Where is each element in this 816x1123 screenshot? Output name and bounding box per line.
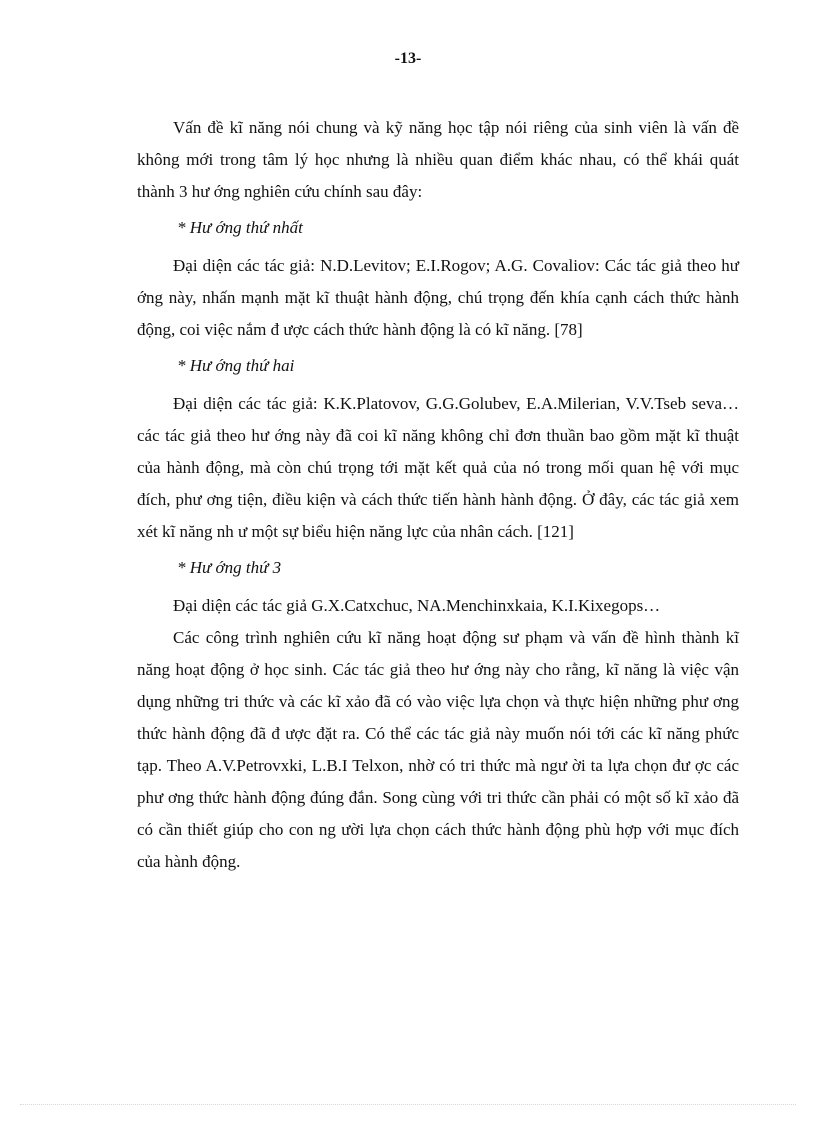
section-heading-3: * Hư ớng thứ 3: [177, 558, 282, 577]
section-heading-2: * Hư ớng thứ hai: [177, 356, 295, 375]
paragraph-1: Đại diện các tác giả: N.D.Levitov; E.I.Rogov; A.G. Covaliov: Các tác giả theo hư ớng này, nhấn mạnh mặt kĩ thuật hành động, chú trọng đến khía cạnh cách thức hành động, coi việc nắm đ ược cách thức hành động là có kĩ năng. [78]: [137, 256, 739, 339]
paragraph-3b: Các công trình nghiên cứu kĩ năng hoạt động sư phạm và vấn đề hình thành kĩ năng hoạt động ở học sinh. Các tác giả theo hư ớng này cho rằng, kĩ năng là việc vận dụng những tri thức và các kĩ xảo đã có vào việc lựa chọn và thực hiện những phư ơng thức hành động đã đ ược đặt ra. Có thể các tác giả này muốn nói tới các kĩ năng phức tạp. Theo A.V.Petrovxki, L.B.I Telxon, nhờ có tri thức mà ngư ời ta lựa chọn đư ợc các phư ơng thức hành động đúng đắn. Song cùng với tri thức cần phải có một số kĩ xảo đã có cần thiết giúp cho con ng ười lựa chọn cách thức hành động phù hợp với mục đích của hành động.: [137, 628, 739, 871]
paragraph-2: Đại diện các tác giả: K.K.Platovov, G.G.Golubev, E.A.Milerian, V.V.Tseb seva…các tác giả theo hư ớng này đã coi kĩ năng không chỉ đơn thuần bao gồm mặt kĩ thuật của hành động, mà còn chú trọng tới mặt kết quả của nó trong mối quan hệ với mục đích, phư ơng tiện, điều kiện và cách thức tiến hành hành động. Ở đây, các tác giả xem xét kĩ năng nh ư một sự biểu hiện năng lực của nhân cách. [121]: [137, 394, 739, 541]
page-number: -13-: [394, 50, 422, 67]
intro-paragraph: Vấn đề kĩ năng nói chung và kỹ năng học tập nói riêng của sinh viên là vấn đề không mới trong tâm lý học nhưng là nhiều quan điểm khác nhau, có thể khái quát thành 3 hư ớng nghiên cứu chính sau đây:: [137, 118, 739, 201]
page-bottom-divider: [20, 1104, 796, 1105]
document-body: [137, 112, 739, 882]
paragraph-3a: Đại diện các tác giả G.X.Catxchuc, NA.Menchinxkaia, K.I.Kixegops…: [173, 596, 661, 615]
section-heading-1: * Hư ớng thứ nhất: [177, 218, 303, 237]
